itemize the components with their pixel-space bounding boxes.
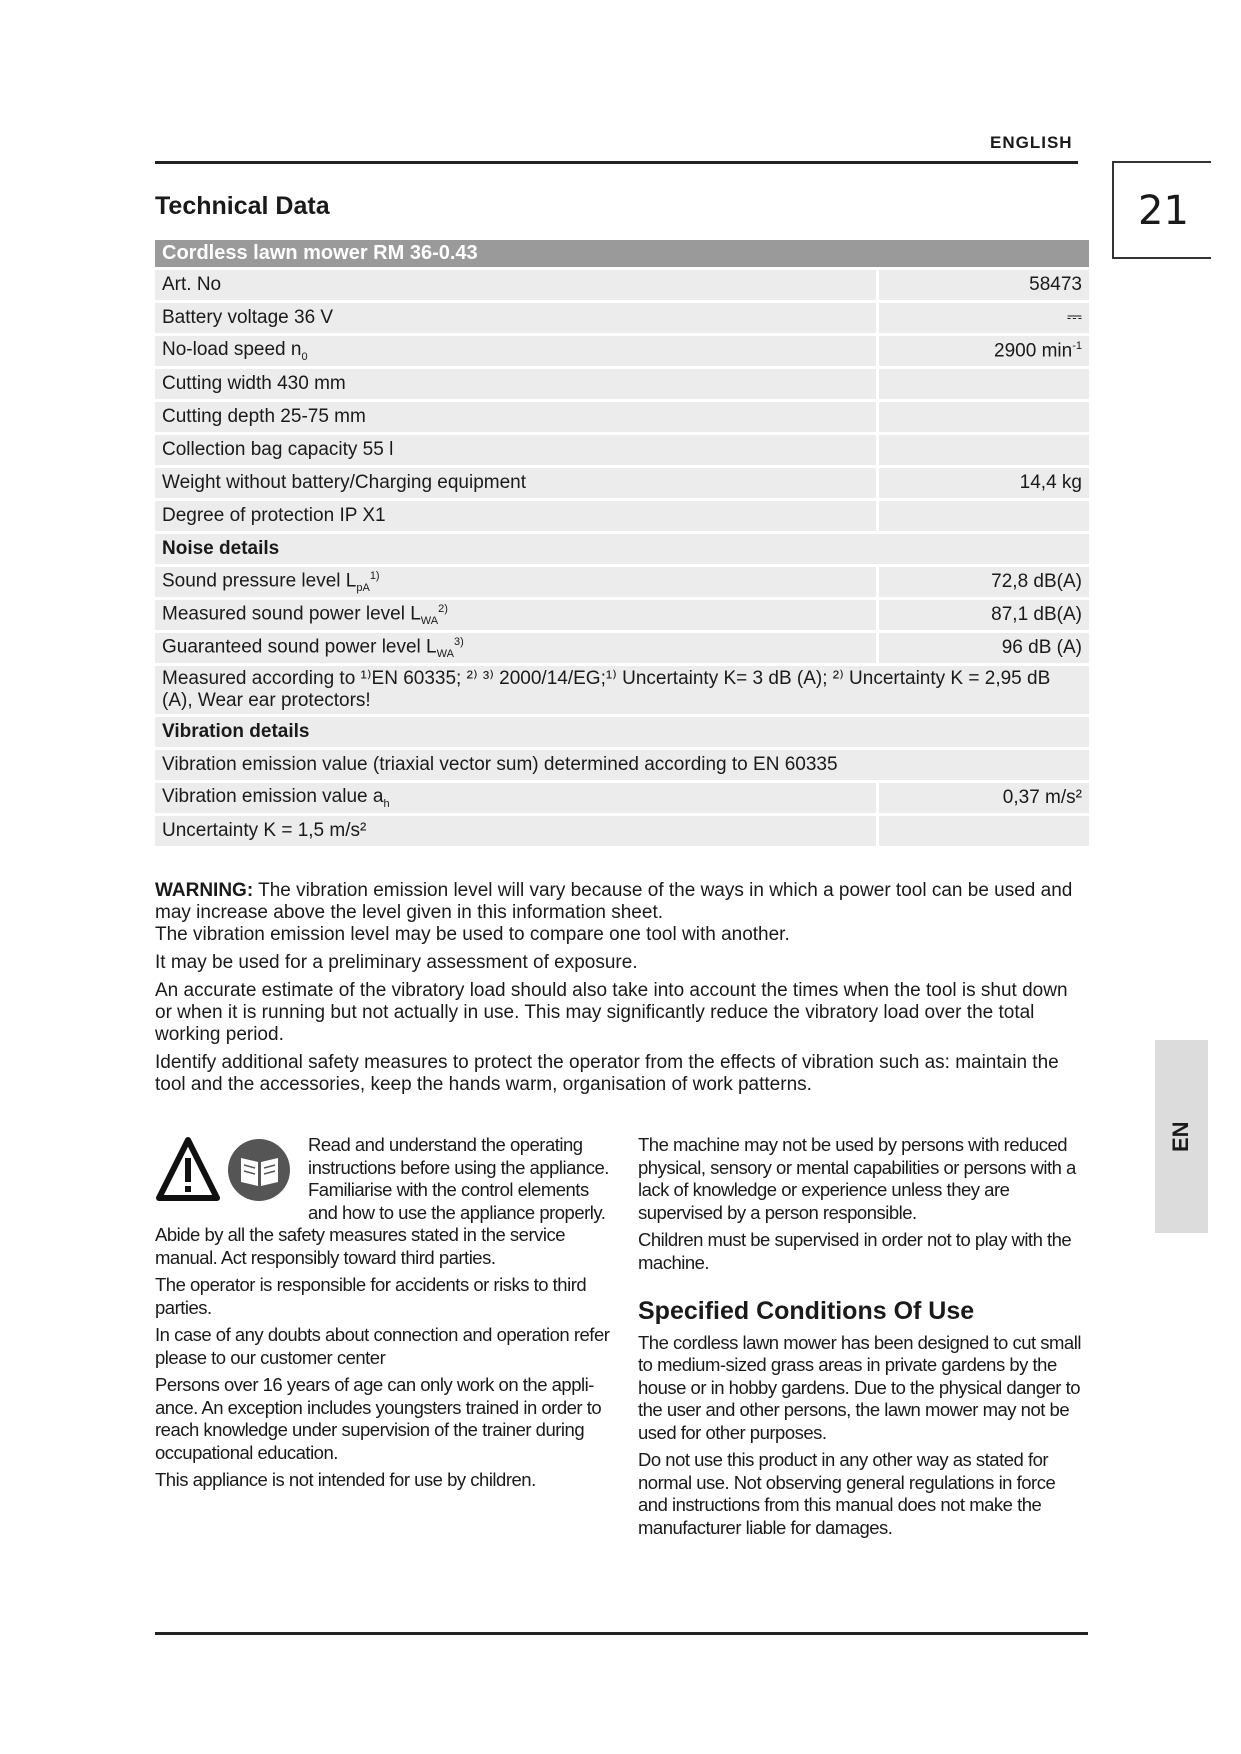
dc-symbol-icon: ⎓ (876, 303, 1089, 336)
table-row (155, 435, 1089, 468)
table-value: 87,1 dB(A) (876, 600, 1089, 633)
language-tab (1155, 1040, 1208, 1233)
table-label: Cutting width 430 mm (155, 369, 876, 402)
body-text: Persons over 16 years of age can only work on the appli-ance. An exception includes youngsters trained in order to reach knowledge under supervision of the trainer during occupational education. (155, 1374, 602, 1463)
body-text: The operator is responsible for accidents or risks to third parties. (155, 1274, 587, 1318)
header-rule (155, 161, 1078, 164)
warning-triangle-icon (155, 1134, 300, 1209)
table-row (155, 783, 1089, 816)
table-value: 2900 $\min^{-1}$ (876, 336, 1089, 369)
table-label: Uncertainty K = 1,5 m/s² (155, 816, 876, 849)
table-label: Degree of protection IP X1 (155, 501, 876, 534)
table-row (155, 270, 1089, 303)
section-title: Specified Conditions Of Use (638, 1297, 975, 1325)
section-heading: Noise details (155, 534, 1089, 567)
table-row (155, 369, 1089, 402)
body-text: Do not use this product in any other way as stated for normal use. Not observing general regulations in force and instructions from this manual does not make the manufacturer liable for damages. (638, 1449, 1056, 1538)
warning-section (155, 880, 1085, 1102)
page-number: 21 (1138, 188, 1189, 234)
table-row (155, 303, 1089, 336)
table-label: Sound pressure level $L_{pA}^{1)}$ (155, 567, 876, 600)
table-row (155, 336, 1089, 369)
body-text: In case of any doubts about connection and operation refer please to our customer center (155, 1324, 610, 1368)
table-label: Collection bag capacity 55 l (155, 435, 876, 468)
body-text: This appliance is not intended for use by children. (155, 1469, 536, 1490)
table-row (155, 666, 1089, 717)
table-row (155, 402, 1089, 435)
language-tab-label: EN (1168, 1121, 1193, 1152)
language-label: ENGLISH (990, 133, 1073, 152)
warning-text: It may be used for a preliminary assessment of exposure. (155, 952, 638, 973)
body-text: Children must be supervised in order not to play with the machine. (638, 1229, 1072, 1273)
table-row (155, 501, 1089, 534)
table-value: 14,4 kg (876, 468, 1089, 501)
table-row (155, 633, 1089, 666)
table-label: Cutting depth 25-75 mm (155, 402, 876, 435)
table-row (155, 567, 1089, 600)
table-row (155, 240, 1089, 270)
table-value: 58473 (876, 270, 1089, 303)
table-row (155, 750, 1089, 783)
table-value: 0,37 m/s² (876, 783, 1089, 816)
table-row (155, 816, 1089, 849)
table-label: Measured sound power level $L_{WA}^{2)}$ (155, 600, 876, 633)
section-heading: Vibration details (155, 717, 1089, 750)
footer-rule (155, 1632, 1088, 1635)
table-row (155, 468, 1089, 501)
warning-text: The vibration emission level will vary because of the ways in which a power tool can be used and may increase above the level given in this information sheet. (155, 880, 1073, 923)
warning-text: Identify additional safety measures to protect the operator from the effects of vibration such as: maintain the tool and the accessories, keep the hands warm, organisation of work patterns. (155, 1052, 1059, 1095)
table-value: 72,8 dB(A) (876, 567, 1089, 600)
page-title: Technical Data (155, 192, 330, 220)
table-label: Guaranteed sound power level $L_{WA}^{3)}$ (155, 633, 876, 666)
table-row (155, 534, 1089, 567)
body-text: The machine may not be used by persons with reduced physical, sensory or mental capabilities or persons with a lack of knowledge or experience unless they are supervised by a person responsible. (638, 1134, 1076, 1223)
table-label: Vibration emission value (triaxial vector sum) determined according to EN 60335 (155, 750, 1089, 783)
table-label: Art. No (155, 270, 876, 303)
technical-data-table (155, 240, 1089, 849)
table-label: Weight without battery/Charging equipment (155, 468, 876, 501)
right-column (638, 1134, 1088, 1544)
warning-text: An accurate estimate of the vibratory load should also take into account the times when the tool is shut down or when it is running but not actually in use. This may significantly reduce the vibratory load over the total working period. (155, 980, 1068, 1045)
measurement-note: Measured according to ¹⁾EN 60335; ²⁾ ³⁾ 2000/14/EG;¹⁾ Uncertainty K= 3 dB (A); ²⁾ Uncertainty K = 2,95 dB (A), Wear ear protectors! (155, 666, 1089, 717)
warning-text: The vibration emission level may be used to compare one tool with another. (155, 924, 790, 945)
table-label: No-load speed $n_0$ (155, 336, 876, 369)
body-text: The cordless lawn mower has been designed to cut small to medium-sized grass areas in private gardens by the house or in hobby gardens. Due to the physical danger to the user and other persons, the lawn mower may not be used for other purposes. (638, 1331, 1081, 1443)
table-value: 96 dB (A) (876, 633, 1089, 666)
warning-label: WARNING: (155, 880, 254, 901)
table-label: Battery voltage 36 V (155, 303, 876, 336)
left-column (155, 1134, 610, 1497)
table-heading: Cordless lawn mower RM 36-0.43 (155, 240, 1089, 270)
table-row (155, 600, 1089, 633)
table-row (155, 717, 1089, 750)
table-label: Vibration emission value $a_h$ (155, 783, 876, 816)
safety-icons (155, 1134, 300, 1209)
body-text: Read and understand the operating instructions before using the appliance. Familiarise with the control elements and how to use the appliance properly. Abide by all the safety measures stated in the service manual. Act responsibly toward third parties. (155, 1134, 609, 1268)
